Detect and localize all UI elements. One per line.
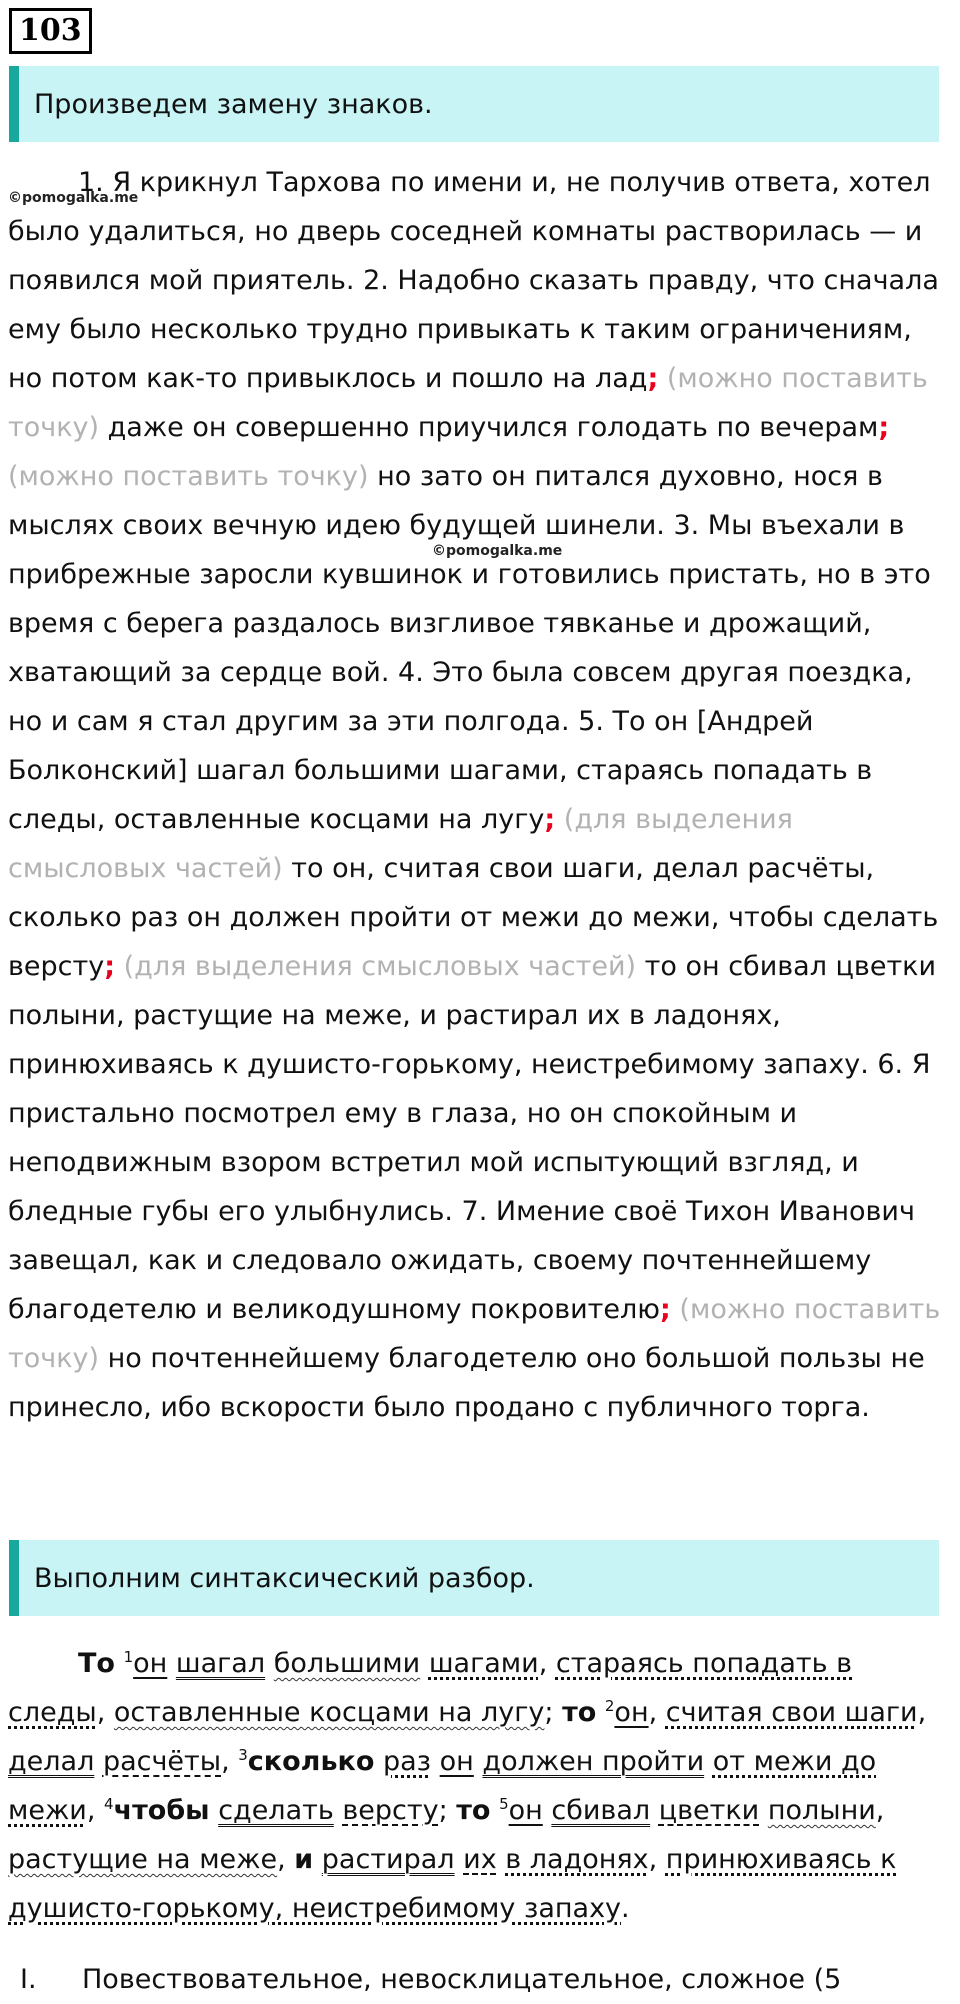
inserted-semicolon: ;: [544, 804, 556, 835]
text-run: .: [621, 1893, 630, 1924]
text-run: [210, 1795, 219, 1826]
predicate: растирал: [321, 1844, 455, 1875]
conjunction: то: [562, 1697, 597, 1728]
inserted-semicolon: ;: [660, 1294, 671, 1325]
section-header-syntax-analysis: [9, 1540, 939, 1616]
object: их: [463, 1844, 497, 1875]
text-run: то он, считая свои шаги, делал расчёты, сколько раз он должен пройти от межи до межи, чтобы сделать версту: [8, 853, 939, 982]
text-run: ,: [917, 1697, 927, 1728]
text-run: ,: [538, 1648, 556, 1679]
text-run: ;: [544, 1697, 563, 1728]
predicate: сделать: [218, 1795, 334, 1826]
clause-number: 5: [499, 1795, 509, 1813]
text-run: [313, 1844, 322, 1875]
adverbial: стараясь попадать в следы: [8, 1648, 853, 1728]
explanation-note: (можно поставить точку): [8, 1294, 941, 1374]
text-run: ,: [875, 1795, 885, 1826]
text-run: но почтеннейшему благодетелю оно большой пользы не принесло, ибо вскорости было продано с публичного торга.: [8, 1343, 925, 1423]
text-run: [497, 1844, 506, 1875]
inserted-semicolon: ;: [878, 412, 890, 443]
attribute: большими: [273, 1648, 421, 1679]
predicate: делал: [8, 1746, 95, 1777]
analysis-list-item: [20, 1955, 950, 2004]
explanation-note: (можно поставить точку): [8, 461, 369, 492]
text-run: ,: [648, 1844, 666, 1875]
adverbial: от межи до межи: [8, 1746, 877, 1826]
text-run: [455, 1844, 464, 1875]
list-marker: I.: [20, 1964, 37, 1995]
text-run: ,: [86, 1795, 105, 1826]
text-run: [650, 1795, 659, 1826]
adverbial: принюхиваясь к душисто-горькому, неистребимому запаху: [8, 1844, 897, 1924]
conjunction: и: [294, 1844, 314, 1875]
text-run: [490, 1795, 499, 1826]
predicate: должен пройти: [482, 1746, 705, 1777]
clause-number: 4: [104, 1795, 114, 1813]
watermark: ©pomogalka.me: [432, 543, 563, 559]
clause-number: 3: [238, 1746, 248, 1764]
predicate: шагал: [175, 1648, 266, 1679]
attribute: растущие на меже: [8, 1844, 278, 1875]
adverbial: шагами: [428, 1648, 539, 1679]
adverbial: раз: [383, 1746, 432, 1777]
subject: он: [133, 1648, 168, 1679]
text-run: то он сбивал цветки полыни, растущие на меже, и растирал их в ладонях, принюхиваясь к душисто-горькому, неистребимому запаху. 6. Я пристально посмотрел ему в глаза, но он спокойным и неподвижным взором встретил мой испытующий взгляд, и бледные губы его улыбнулись. 7. Имение своё Тихон Иванович завещал, как и следовало ожидать, своему почтеннейшему благодетелю и великодушному покровителю: [8, 951, 937, 1325]
text-run: [658, 363, 667, 394]
subject: он: [439, 1746, 474, 1777]
text-run: [374, 1746, 383, 1777]
text-run: [431, 1746, 440, 1777]
clause-number: 2: [604, 1697, 615, 1715]
explanation-note: (для выделения смысловых частей): [123, 951, 637, 982]
text-run: [167, 1648, 176, 1679]
text-run: [94, 1746, 103, 1777]
attribute: полыни: [767, 1795, 876, 1826]
text-run: ,: [221, 1746, 239, 1777]
corrected-text-paragraph: [8, 158, 953, 1432]
section-header-text: Произведем замену знаков.: [34, 88, 433, 120]
text-run: [704, 1746, 713, 1777]
task-number-badge: 103: [9, 8, 92, 54]
text-run: [265, 1648, 274, 1679]
conjunction: то: [456, 1795, 491, 1826]
conjunction: То: [78, 1648, 115, 1679]
explanation-note: (для выделения смысловых частей): [8, 804, 793, 884]
text-run: [759, 1795, 768, 1826]
subject: он: [614, 1697, 649, 1728]
inserted-semicolon: ;: [647, 363, 659, 394]
text-run: ;: [438, 1795, 457, 1826]
adverbial: в ладонях: [505, 1844, 649, 1875]
subject: он: [508, 1795, 543, 1826]
text-run: ,: [277, 1844, 295, 1875]
watermark: ©pomogalka.me: [8, 190, 139, 206]
syntax-analysis-paragraph: [8, 1639, 953, 1933]
section-header-text: Выполним синтаксический разбор.: [34, 1562, 535, 1594]
text-run: даже он совершенно приучился голодать по вечерам: [99, 412, 879, 443]
object: версту: [342, 1795, 439, 1826]
predicate: сбивал: [551, 1795, 651, 1826]
attribute: оставленные косцами на лугу: [113, 1697, 545, 1728]
text-run: [115, 951, 124, 982]
text-run: но зато он питался духовно, нося в мыслях своих вечную идею будущей шинели. 3. Мы въехали в прибрежные заросли кувшинок и готовились пристать, но в это время с берега раздалось визгливое тявканье и дрожащий, хватающий за сердце вой. 4. Это была совсем другая поездка, но и сам я стал другим за эти полгода. 5. То он [Андрей Болконский] шагал большими шагами, стараясь попадать в следы, оставленные косцами на лугу: [8, 461, 931, 835]
object: цветки: [658, 1795, 760, 1826]
adverbial: считая свои шаги: [665, 1697, 918, 1728]
text-run: [555, 804, 564, 835]
list-item-text: Повествовательное, невосклицательное, сложное (5: [82, 1964, 842, 1995]
text-run: [420, 1648, 429, 1679]
text-run: ,: [648, 1697, 666, 1728]
section-header-replace-signs: [9, 66, 939, 142]
text-run: [115, 1648, 124, 1679]
text-run: [596, 1697, 605, 1728]
inserted-semicolon: ;: [104, 951, 116, 982]
conjunction: сколько: [247, 1746, 375, 1777]
object: расчёты: [102, 1746, 222, 1777]
clause-number: 1: [123, 1648, 134, 1666]
explanation-note: (можно поставить точку): [8, 363, 928, 443]
conjunction: чтобы: [113, 1795, 210, 1826]
text-run: ,: [96, 1697, 114, 1728]
text-run: 1. Я крикнул Тархова по имени и, не получив ответа, хотел было удалиться, но дверь соседней комнаты растворилась — и появился мой приятель. 2. Надобно сказать правду, что сначала ему было несколько трудно привыкать к таким ограничениям, но потом как-то привыклось и пошло на лад: [8, 167, 939, 394]
